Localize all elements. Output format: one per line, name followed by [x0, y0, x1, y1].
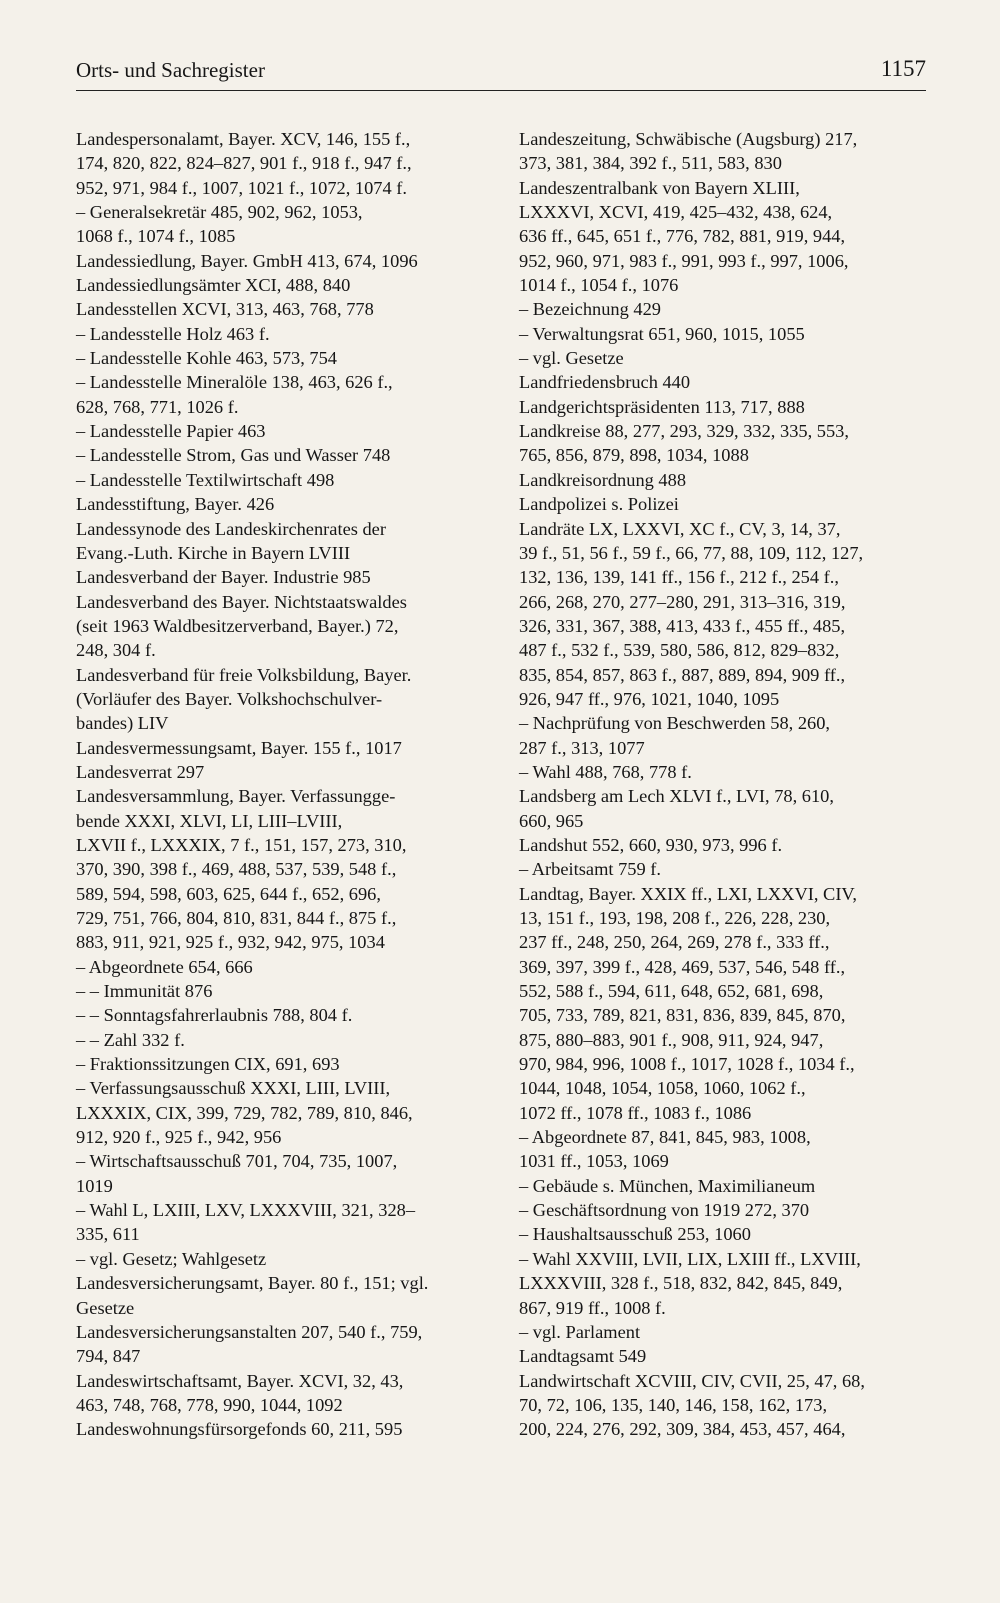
- index-entry-line: 487 f., 532 f., 539, 580, 586, 812, 829–832,: [519, 640, 840, 661]
- index-entry-line: 1019: [76, 1175, 113, 1196]
- index-entry-line: Landshut 552, 660, 930, 973, 996 f.: [519, 834, 783, 855]
- index-entry-line: 636 ff., 645, 651 f., 776, 782, 881, 919, 944,: [519, 226, 846, 247]
- index-entry-line: – Haushaltsausschuß 253, 1060: [519, 1224, 751, 1245]
- index-entry-line: – Geschäftsordnung von 1919 272, 370: [519, 1200, 810, 1221]
- index-entry-line: Landräte LX, LXXVI, XC f., CV, 3, 14, 37,: [519, 518, 841, 539]
- index-entry-line: – Wahl L, LXIII, LXV, LXXXVIII, 321, 328–: [76, 1200, 416, 1221]
- index-entry-line: Landesverband des Bayer. Nichtstaatswaldes: [76, 591, 407, 612]
- index-entry-line: – Arbeitsamt 759 f.: [519, 859, 661, 880]
- index-entry-line: 266, 268, 270, 277–280, 291, 313–316, 319,: [519, 591, 846, 612]
- index-entry-line: 132, 136, 139, 141 ff., 156 f., 212 f., 254 f.,: [519, 567, 839, 588]
- index-entry-line: 952, 960, 971, 983 f., 991, 993 f., 997, 1006,: [519, 250, 849, 271]
- running-header: [76, 56, 926, 91]
- index-entry-line: Landsberg am Lech XLVI f., LVI, 78, 610,: [519, 786, 834, 807]
- index-entry-line: – Landesstelle Strom, Gas und Wasser 748: [76, 445, 391, 466]
- index-entry-line: Landtag, Bayer. XXIX ff., LXI, LXXVI, CIV,: [519, 883, 857, 904]
- index-entry-line: 835, 854, 857, 863 f., 887, 889, 894, 909 ff.,: [519, 664, 846, 685]
- index-entry-line: 326, 331, 367, 388, 413, 433 f., 455 ff., 485,: [519, 615, 846, 636]
- index-entry-line: – Wahl 488, 768, 778 f.: [519, 761, 692, 782]
- index-entry-line: – Wahl XXVIII, LVII, LIX, LXIII ff., LXVIII,: [519, 1248, 861, 1269]
- index-entry-line: (seit 1963 Waldbesitzerverband, Bayer.) 72,: [76, 615, 399, 636]
- index-entry-line: – vgl. Parlament: [519, 1321, 641, 1342]
- index-entry-line: Landessynode des Landeskirchenrates der: [76, 518, 386, 539]
- index-entry-line: – Fraktionssitzungen CIX, 691, 693: [76, 1054, 340, 1075]
- index-entry-line: 589, 594, 598, 603, 625, 644 f., 652, 696,: [76, 883, 381, 904]
- index-entry-line: 369, 397, 399 f., 428, 469, 537, 546, 548 ff.,: [519, 956, 846, 977]
- index-entry-line: 660, 965: [519, 810, 584, 831]
- index-entry-line: bende XXXI, XLVI, LI, LIII–LVIII,: [76, 810, 343, 831]
- index-entry-line: 765, 856, 879, 898, 1034, 1088: [519, 445, 749, 466]
- index-entry-line: – Verfassungsausschuß XXXI, LIII, LVIII,: [76, 1078, 391, 1099]
- index-entry-line: Landespersonalamt, Bayer. XCV, 146, 155 f.,: [76, 129, 411, 149]
- index-entry-line: (Vorläufer des Bayer. Volkshochschulver-: [76, 688, 383, 709]
- index-entry-line: 1068 f., 1074 f., 1085: [76, 226, 236, 247]
- index-entry-line: – – Immunität 876: [76, 981, 213, 1002]
- index-entry-line: Landesvermessungsamt, Bayer. 155 f., 1017: [76, 737, 402, 758]
- index-entry-line: Landesversammlung, Bayer. Verfassungge-: [76, 786, 396, 807]
- index-entry-line: Landeswirtschaftsamt, Bayer. XCVI, 32, 43,: [76, 1370, 404, 1391]
- index-entry-line: – Landesstelle Textilwirtschaft 498: [76, 469, 335, 490]
- index-entry-line: Landpolizei s. Polizei: [519, 494, 679, 515]
- index-entry-line: – Generalsekretär 485, 902, 962, 1053,: [76, 202, 363, 223]
- index-column-left: [76, 127, 496, 1442]
- index-entry-line: 729, 751, 766, 804, 810, 831, 844 f., 875 f.,: [76, 908, 397, 928]
- index-entry-line: – Verwaltungsrat 651, 960, 1015, 1055: [519, 323, 805, 344]
- index-entry-line: LXXXVIII, 328 f., 518, 832, 842, 845, 849,: [519, 1273, 843, 1294]
- index-entry-line: – Abgeordnete 654, 666: [76, 956, 253, 977]
- index-entry-line: 1031 ff., 1053, 1069: [519, 1151, 669, 1172]
- index-entry-line: 287 f., 313, 1077: [519, 737, 645, 758]
- index-entry-line: Landwirtschaft XCVIII, CIV, CVII, 25, 47, 68,: [519, 1370, 865, 1391]
- index-entry-line: Gesetze: [76, 1297, 135, 1318]
- index-entry-line: LXXXVI, XCVI, 419, 425–432, 438, 624,: [519, 202, 833, 223]
- index-entry-line: Landessiedlungsämter XCI, 488, 840: [76, 275, 351, 296]
- index-entry-line: – Abgeordnete 87, 841, 845, 983, 1008,: [519, 1127, 811, 1148]
- index-entry-line: Landeswohnungsfürsorgefonds 60, 211, 595: [76, 1419, 403, 1440]
- index-entry-line: – Gebäude s. München, Maximilianeum: [519, 1175, 816, 1196]
- index-entry-line: 39 f., 51, 56 f., 59 f., 66, 77, 88, 109, 112, 127,: [519, 542, 864, 563]
- index-entry-line: – – Sonntagsfahrerlaubnis 788, 804 f.: [76, 1005, 353, 1026]
- index-entry-line: Landesverrat 297: [76, 761, 205, 782]
- index-entry-line: Landesversicherungsamt, Bayer. 80 f., 151; vgl.: [76, 1273, 429, 1294]
- index-entry-line: – Landesstelle Kohle 463, 573, 754: [76, 348, 337, 369]
- index-entry-line: – Nachprüfung von Beschwerden 58, 260,: [519, 713, 831, 734]
- index-entry-line: – Wirtschaftsausschuß 701, 704, 735, 1007,: [76, 1151, 398, 1172]
- index-entry-line: Landgerichtspräsidenten 113, 717, 888: [519, 396, 805, 417]
- index-entry-line: Landeszeitung, Schwäbische (Augsburg) 217,: [519, 129, 858, 149]
- index-entry-line: – Landesstelle Mineralöle 138, 463, 626 f.,: [76, 372, 393, 393]
- index-entry-line: 705, 733, 789, 821, 831, 836, 839, 845, 870,: [519, 1005, 846, 1026]
- index-entry-line: – – Zahl 332 f.: [76, 1029, 185, 1050]
- index-entry-line: – vgl. Gesetze: [519, 348, 624, 369]
- index-entry-line: 552, 588 f., 594, 611, 648, 652, 681, 698,: [519, 981, 824, 1002]
- index-entry-line: Landesverband für freie Volksbildung, Bayer.: [76, 664, 412, 685]
- index-entry-line: 237 ff., 248, 250, 264, 269, 278 f., 333 ff.,: [519, 932, 830, 953]
- index-entry-line: LXVII f., LXXXIX, 7 f., 151, 157, 273, 310,: [76, 834, 407, 855]
- index-entry-line: 952, 971, 984 f., 1007, 1021 f., 1072, 1074 f.: [76, 177, 408, 198]
- index-entry-line: 912, 920 f., 925 f., 942, 956: [76, 1127, 282, 1148]
- index-column-right: [519, 127, 929, 1442]
- index-entry-line: Landtagsamt 549: [519, 1346, 647, 1367]
- index-entry-line: Landesversicherungsanstalten 207, 540 f., 759,: [76, 1321, 423, 1342]
- index-entry-line: 1014 f., 1054 f., 1076: [519, 275, 679, 296]
- index-entry-line: Landesverband der Bayer. Industrie 985: [76, 567, 371, 588]
- index-entry-line: 1072 ff., 1078 ff., 1083 f., 1086: [519, 1102, 752, 1123]
- index-entry-line: – Landesstelle Papier 463: [76, 421, 266, 442]
- index-entry-line: Landkreisordnung 488: [519, 469, 687, 490]
- index-entry-line: 628, 768, 771, 1026 f.: [76, 396, 239, 417]
- index-entry-line: 794, 847: [76, 1346, 141, 1367]
- index-entry-line: 970, 984, 996, 1008 f., 1017, 1028 f., 1034 f.,: [519, 1054, 855, 1075]
- page-number: 1157: [880, 56, 926, 81]
- index-entry-line: 373, 381, 384, 392 f., 511, 583, 830: [519, 153, 782, 174]
- index-entry-line: 370, 390, 398 f., 469, 488, 537, 539, 548 f.,: [76, 859, 397, 880]
- index-entry-line: Landesstellen XCVI, 313, 463, 768, 778: [76, 299, 374, 320]
- index-entry-line: 926, 947 ff., 976, 1021, 1040, 1095: [519, 688, 780, 709]
- index-entry-line: 174, 820, 822, 824–827, 901 f., 918 f., 947 f.,: [76, 153, 412, 174]
- index-entry-line: – Landesstelle Holz 463 f.: [76, 323, 270, 344]
- index-entry-line: Landeszentralbank von Bayern XLIII,: [519, 177, 800, 198]
- index-entry-line: Landesstiftung, Bayer. 426: [76, 494, 275, 515]
- index-entry-line: 463, 748, 768, 778, 990, 1044, 1092: [76, 1394, 343, 1415]
- index-entry-line: Landessiedlung, Bayer. GmbH 413, 674, 1096: [76, 250, 418, 271]
- index-entry-line: 875, 880–883, 901 f., 908, 911, 924, 947,: [519, 1029, 824, 1050]
- index-entry-line: 13, 151 f., 193, 198, 208 f., 226, 228, 230,: [519, 908, 831, 928]
- index-entry-line: Landfriedensbruch 440: [519, 372, 691, 393]
- index-entry-line: – Bezeichnung 429: [519, 299, 661, 320]
- index-entry-line: bandes) LIV: [76, 713, 169, 734]
- index-entry-line: LXXXIX, CIX, 399, 729, 782, 789, 810, 846,: [76, 1102, 413, 1123]
- index-entry-line: 248, 304 f.: [76, 640, 156, 661]
- index-entry-line: 70, 72, 106, 135, 140, 146, 158, 162, 173,: [519, 1394, 828, 1415]
- index-entry-line: – vgl. Gesetz; Wahlgesetz: [76, 1248, 267, 1269]
- index-entry-line: 1044, 1048, 1054, 1058, 1060, 1062 f.,: [519, 1078, 806, 1099]
- index-entry-line: 335, 611: [76, 1224, 140, 1245]
- index-entry-line: 883, 911, 921, 925 f., 932, 942, 975, 1034: [76, 932, 385, 953]
- index-entry-line: Evang.-Luth. Kirche in Bayern LVIII: [76, 542, 351, 563]
- header-title: Orts- und Sachregister: [76, 58, 265, 82]
- index-entry-line: 200, 224, 276, 292, 309, 384, 453, 457, 464,: [519, 1419, 846, 1440]
- index-entry-line: Landkreise 88, 277, 293, 329, 332, 335, 553,: [519, 421, 849, 442]
- index-entry-line: 867, 919 ff., 1008 f.: [519, 1297, 666, 1318]
